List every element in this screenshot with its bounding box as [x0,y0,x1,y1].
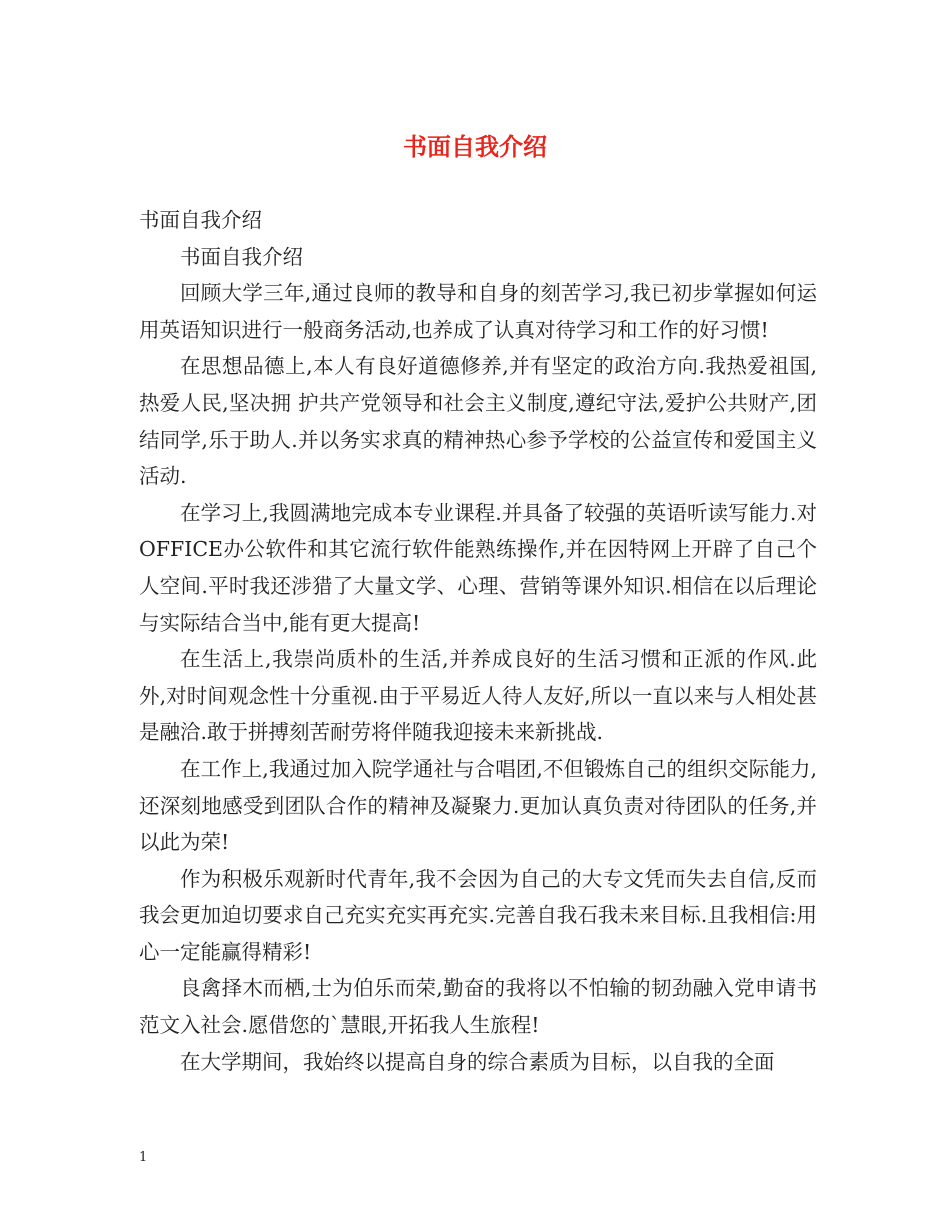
paragraph-study: 在学习上,我圆满地完成本专业课程.并具备了较强的英语听读写能力.对OFFICE办公软件和其它流行软件能熟练操作,并在因特网上开辟了自己个人空间.平时我还涉猎了大量文学、心理、营销等课外知识.相信在以后理论与实际结合当中,能有更大提高! [139,500,817,635]
document-title: 书面自我介绍 [403,132,547,161]
paragraph-attitude: 作为积极乐观新时代青年,我不会因为自己的大专文凭而失去自信,反而我会更加迫切要求自己充实充实再充实.完善自我石我未来目标.且我相信:用心一定能赢得精彩! [139,866,817,964]
paragraph-closing: 良禽择木而栖,士为伯乐而荣,勤奋的我将以不怕输的韧劲融入党申请书范文入社会.愿借您的`慧眼,开拓我人生旅程! [139,976,817,1038]
document-body [139,202,817,1080]
page-number: 1 [139,1150,148,1165]
paragraph-heading: 书面自我介绍 [139,208,262,232]
paragraph-university: 在大学期间，我始终以提高自身的综合素质为目标，以自我的全面 [180,1049,775,1074]
paragraph-review: 回顾大学三年,通过良师的教导和自身的刻苦学习,我已初步掌握如何运用英语知识进行一般商务活动,也养成了认真对待学习和工作的好习惯! [139,281,817,342]
paragraph-life: 在生活上,我崇尚质朴的生活,并养成良好的生活习惯和正派的作风.此外,对时间观念性十分重视.由于平易近人待人友好,所以一直以来与人相处甚是融洽.敢于拼搏刻苦耐劳将伴随我迎接未来新挑战. [139,647,817,745]
paragraph-moral: 在思想品德上,本人有良好道德修养,并有坚定的政治方向.我热爱祖国,热爱人民,坚决拥 护共产党领导和社会主义制度,遵纪守法,爱护公共财产,团结同学,乐于助人.并以务实求真的精神热心参予学校的公益宣传和爱国主义活动. [139,354,817,489]
paragraph-work: 在工作上,我通过加入院学通社与合唱团,不但锻炼自己的组织交际能力,还深刻地感受到团队合作的精神及凝聚力.更加认真负责对待团队的任务,并以此为荣! [139,756,817,855]
paragraph-subheading: 书面自我介绍 [180,244,303,269]
